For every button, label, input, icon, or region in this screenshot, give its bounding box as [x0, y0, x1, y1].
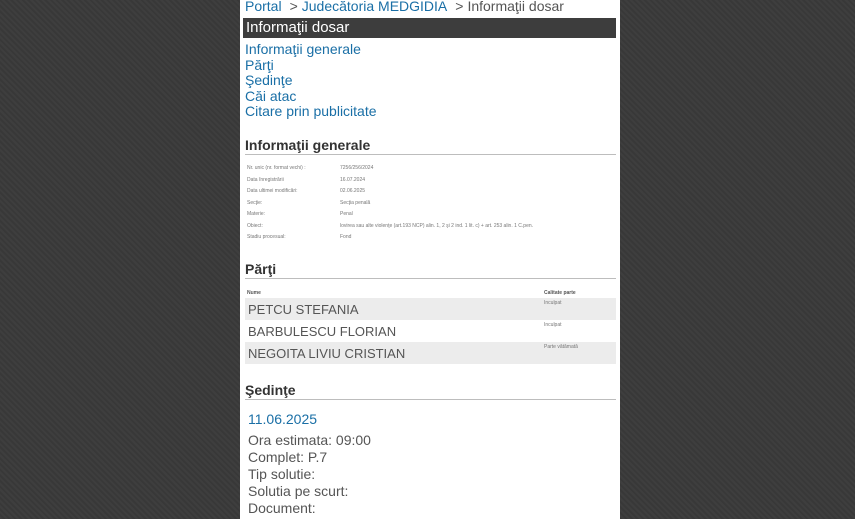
section-heading-informatii-generale: Informaţii generale — [245, 137, 616, 155]
info-value: Penal — [340, 211, 353, 217]
column-header-name: Nume — [247, 290, 261, 296]
party-role: Inculpat — [544, 300, 562, 306]
info-label: Data înregistrării — [247, 176, 284, 183]
hearing-details — [248, 432, 371, 517]
hearing-solution-type: Tip solutie: — [248, 466, 316, 482]
hearing-date: 11.06.2025 — [248, 411, 318, 427]
breadcrumb — [245, 0, 564, 14]
info-label: Materie: — [247, 211, 266, 217]
hearing-solution-summary: Solutia pe scurt: — [248, 483, 349, 499]
table-row — [245, 298, 616, 320]
info-value: Fond — [340, 234, 352, 240]
breadcrumb-current: Informaţii dosar — [467, 0, 564, 14]
info-value: 16.07.2024 — [340, 176, 366, 183]
info-value: 02.06.2025 — [340, 188, 366, 194]
hearing-panel: Complet: P.7 — [248, 449, 328, 465]
nav-link-informatii-generale[interactable]: Informaţii generale — [245, 41, 361, 57]
nav-link-sedinte[interactable]: Şedinţe — [245, 72, 293, 89]
breadcrumb-portal-link[interactable]: Portal — [245, 0, 282, 14]
info-label: Stadiu procesual: — [247, 234, 286, 240]
info-value: Secţia penală — [340, 199, 371, 206]
party-role: Inculpat — [544, 322, 562, 328]
nav-link-citare-publicitate[interactable]: Citare prin publicitate — [245, 103, 377, 120]
party-name: PETCU STEFANIA — [248, 302, 359, 317]
party-role: Parte vătămată — [544, 344, 578, 350]
hearing-estimated-time: Ora estimata: 09:00 — [248, 432, 371, 448]
page-title: Informaţii dosar — [243, 18, 616, 38]
party-name: BARBULESCU FLORIAN — [248, 324, 397, 339]
breadcrumb-separator: > — [289, 0, 298, 14]
parties-table-header — [247, 290, 616, 296]
info-label: Nr. unic (nr. format vechi) : — [247, 165, 306, 171]
breadcrumb-court-link[interactable]: Judecătoria MEDGIDIA — [301, 0, 448, 14]
info-value: lovirea sau alte violenţe (art.193 NCP) alin. 1, 2 şi 2 ind. 1 lit. c) + art. 253 alin. 1 C.pen. — [340, 222, 534, 229]
table-row — [245, 342, 616, 364]
hearing-document: Document: — [248, 500, 316, 516]
case-info-page — [240, 0, 620, 519]
section-heading-parti: Părţi — [245, 261, 616, 279]
table-row — [245, 320, 616, 342]
nav-link-parti[interactable]: Părţi — [245, 56, 274, 73]
info-label: Secţie: — [247, 199, 263, 206]
info-value: 7256/256/2024 — [340, 165, 374, 171]
section-nav — [245, 42, 377, 120]
column-header-role: Calitate parte — [544, 290, 576, 296]
nav-link-cai-atac[interactable]: Căi atac — [245, 87, 297, 104]
info-label: Data ultimei modificări: — [247, 188, 298, 194]
info-label: Obiect: — [247, 222, 263, 229]
party-name: NEGOITA LIVIU CRISTIAN — [248, 346, 406, 361]
section-heading-sedinte: Şedinţe — [245, 382, 616, 400]
breadcrumb-separator: > — [455, 0, 464, 14]
